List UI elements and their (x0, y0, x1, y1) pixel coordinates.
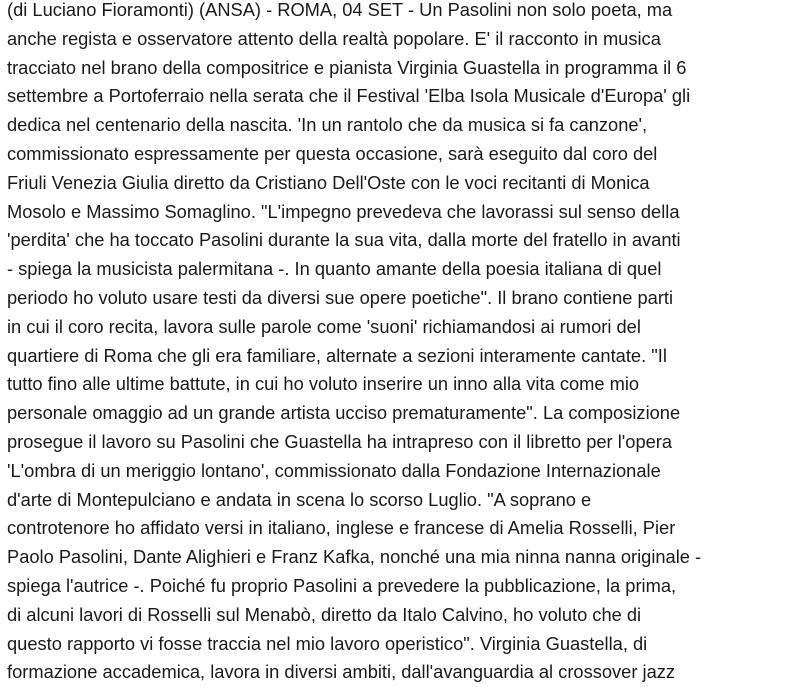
article-line: personale omaggio ad un grande artista ucciso prematuramente". La composizione (7, 402, 681, 424)
article-line: in cui il coro recita, lavora sulle parole come 'suoni' richiamandosi ai rumori del (7, 315, 641, 337)
article-line: settembre a Portoferraio nella serata che il Festival 'Elba Isola Musicale d'Europa' gli (7, 85, 691, 107)
article-line: periodo ho voluto usare testi da diversi sue opere poetiche". Il brano contiene parti (7, 286, 674, 308)
article-line: tutto fino alle ultime battute, in cui ho voluto inserire un inno alla vita come mio (7, 373, 640, 395)
article-line: Paolo Pasolini, Dante Alighieri e Franz Kafka, nonché una mia ninna nanna originale - (7, 546, 702, 568)
article-line: anche regista e osservatore attento della realtà popolare. E' il racconto in musica (7, 27, 661, 49)
article-body (7, 0, 797, 687)
article-line: 'L'ombra di un meriggio lontano', commissionato dalla Fondazione Internazionale (7, 459, 661, 481)
article-line: controtenore ho affidato versi in italiano, inglese e francese di Amelia Rosselli, Pier (7, 517, 676, 539)
article-line: spiega l'autrice -. Poiché fu proprio Pasolini a prevedere la pubblicazione, la prima, (7, 574, 677, 596)
article-line: tracciato nel brano della compositrice e pianista Virginia Guastella in programma il 6 (7, 56, 687, 78)
article-line: commissionato espressamente per questa occasione, sarà eseguito dal coro del (7, 142, 658, 164)
article-line: - spiega la musicista palermitana -. In quanto amante della poesia italiana di quel (7, 258, 662, 280)
article-line: questo rapporto vi fosse traccia nel mio lavoro operistico". Virginia Guastella, di (7, 632, 648, 654)
article-line: Mosolo e Massimo Somaglino. "L'impegno prevedeva che lavorassi sul senso della (7, 200, 680, 222)
article-line: 'perdita' che ha toccato Pasolini durante la sua vita, dalla morte del fratello in avanti (7, 229, 681, 251)
article-line: formazione accademica, lavora in diversi ambiti, dall'avanguardia al crossover jazz (7, 661, 676, 683)
article-line: d'arte di Montepulciano e andata in scena lo scorso Luglio. "A soprano e (7, 488, 592, 510)
article-line: quartiere di Roma che gli era familiare, alternate a sezioni interamente cantate. "Il (7, 344, 667, 366)
article-line: Friuli Venezia Giulia diretto da Cristiano Dell'Oste con le voci recitanti di Monica (7, 171, 650, 193)
article-line: dedica nel centenario della nascita. 'In un rantolo che da musica si fa canzone', (7, 114, 648, 136)
article-line: prosegue il lavoro su Pasolini che Guastella ha intrapreso con il libretto per l'opera (7, 430, 673, 452)
article-line: di alcuni lavori di Rosselli sul Menabò, diretto da Italo Calvino, ho voluto che di (7, 603, 642, 625)
article-line: (di Luciano Fioramonti) (ANSA) - ROMA, 04 SET - Un Pasolini non solo poeta, ma (7, 0, 673, 20)
